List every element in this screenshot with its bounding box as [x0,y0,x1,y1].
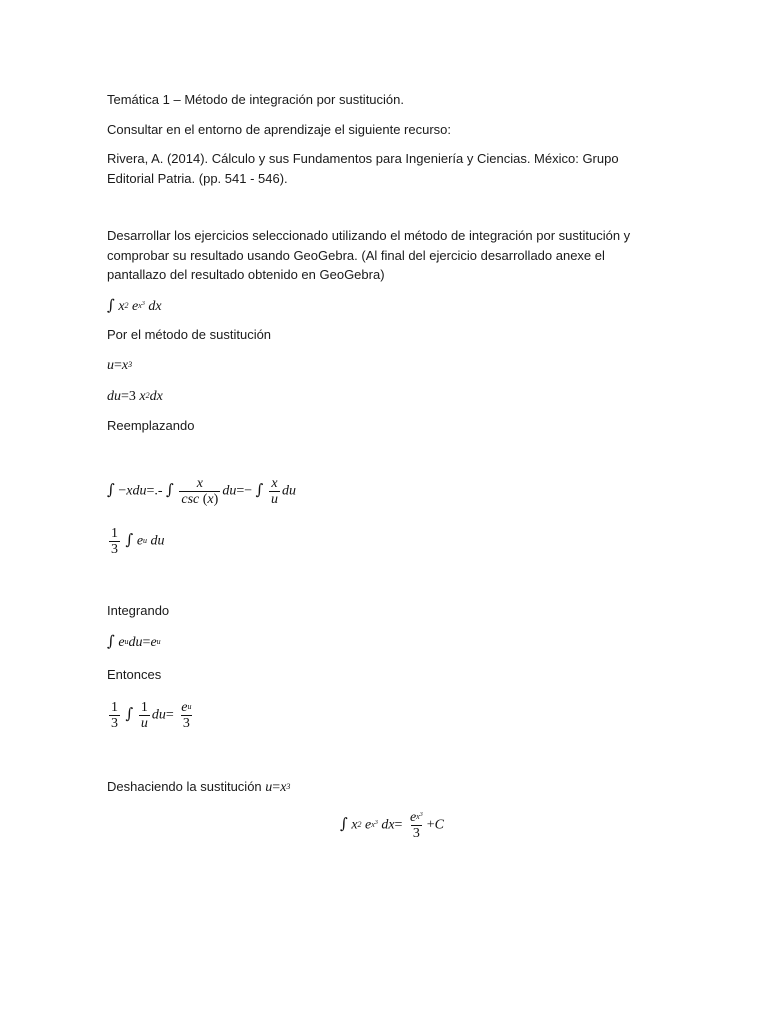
replacing-label: Reemplazando [107,418,195,433]
consult-line: Consultar en el entorno de aprendizaje el siguiente recurso: [107,122,451,137]
then-equation: $\frac{1}{3}$ ∫ $\frac{1}{u}$ du= $\frac{e^u}{3}$ [111,700,192,731]
integrating-label: Integrando [107,603,170,618]
method-label: Por el método de sustitución [107,327,272,342]
integral-statement: ∫ $x^2$ $e^{x^3}$ dx [107,296,162,314]
integral-eu: ∫ $e^udu=e^u$ [107,632,161,650]
instructions-paragraph: Desarrollar los ejercicios seleccionado utilizando el método de integración por sustitución y comprobar su resultado usando GeoGebra. (Al final del ejercicio desarrollado anexe el pantallazo del resultado obtenido en GeoGebra) [107,228,631,282]
then-label: Entonces [107,667,162,682]
undo-sub-math: $u=x^3$ [265,780,291,795]
substitution-du: du=3 $x^2dx$ [107,389,163,404]
one-third-integral: $\frac{1}{3}$ ∫ $e^u$ du [111,526,165,557]
topic-heading: Temática 1 – Método de integración por sustitución. [107,92,405,107]
final-result: ∫ $x^2$ $e^{x^3}$ dx= $\frac{e^{x^3}}{3}$ +C [340,810,444,841]
reference-citation: Rivera, A. (2014). Cálculo y sus Fundamentos para Ingeniería y Ciencias. México: Grupo Editorial Patria. (pp. 541 - 546). [107,151,619,186]
substitution-u: $u=x^3$ [107,358,133,373]
replacement-equation: ∫ −xdu=.- ∫ $\frac{x}{\csc (x)}$ du=− ∫ $\frac{x}{u}$ du [107,476,296,507]
undoing-line: Deshaciendo la sustitución $u=x^3$ [107,779,291,795]
